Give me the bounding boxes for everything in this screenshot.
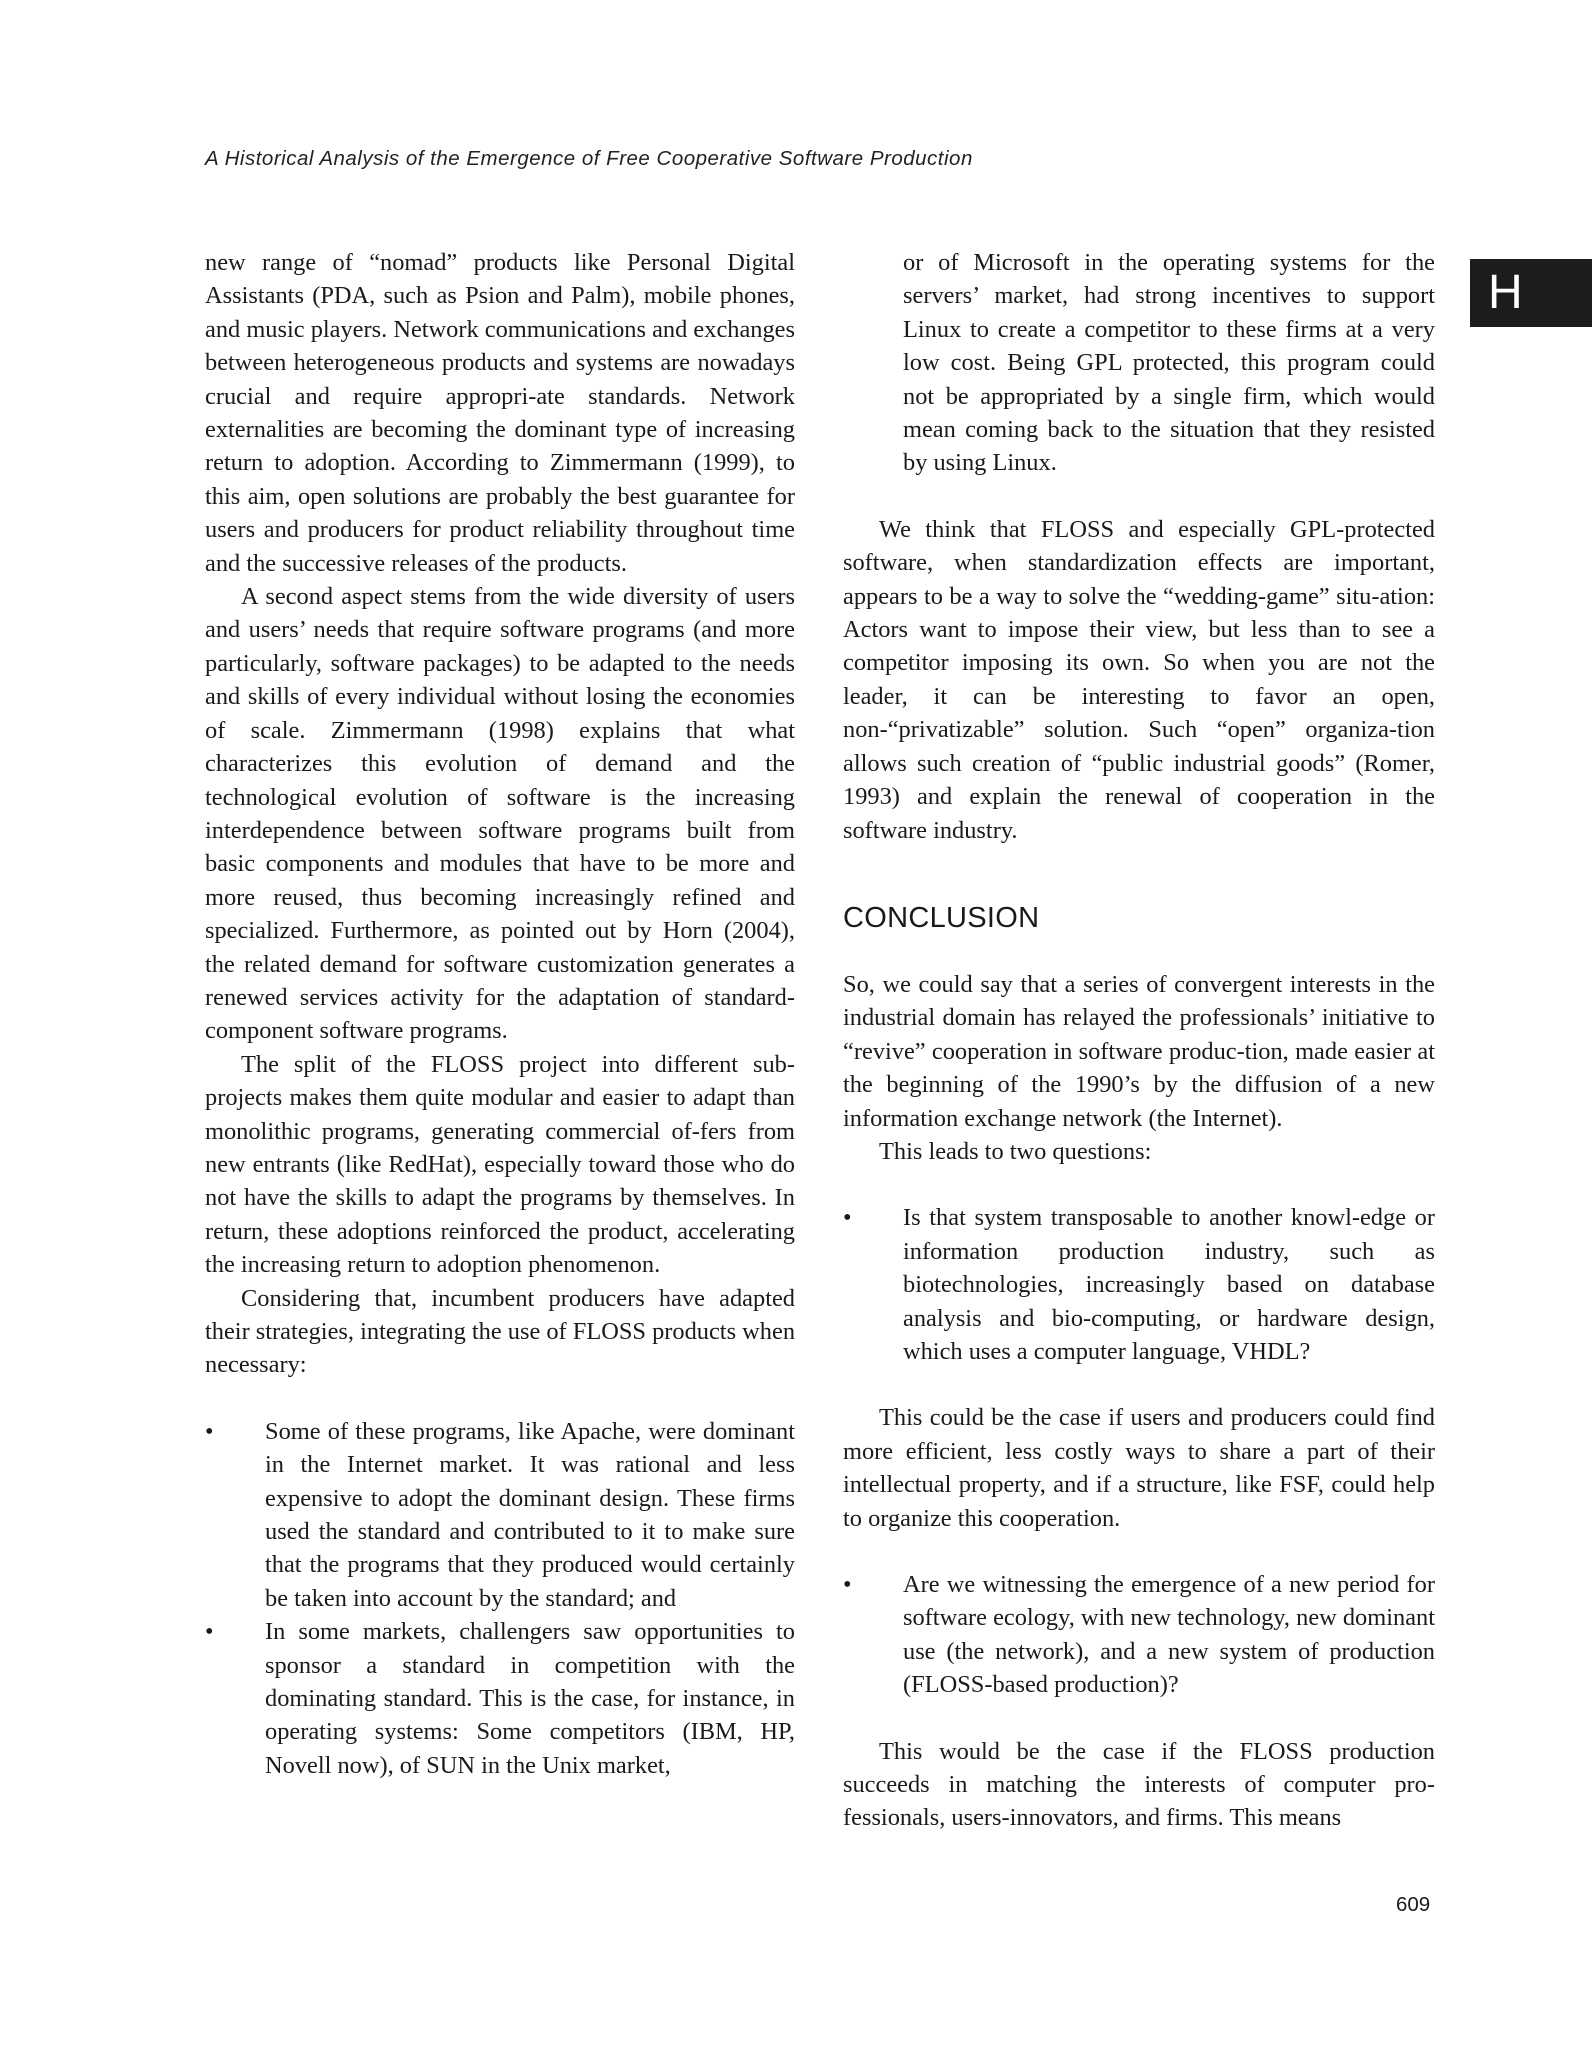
question-list — [843, 1568, 1435, 1702]
section-thumb-tab: H — [1470, 259, 1592, 327]
paragraph: This leads to two questions: — [879, 1137, 1152, 1165]
list-item — [205, 1415, 795, 1615]
right-column — [843, 246, 1435, 1835]
list-item-text: In some markets, challengers saw opportunities to sponsor a standard in competition with the dominating standard. This is the case, for instance, in operating systems: Some competitors (IBM, HP, Novell now), of SUN in the Unix market, — [265, 1618, 795, 1779]
bullet-continuation: or of Microsoft in the operating systems for the servers’ market, had strong incentives to support Linux to create a competitor to these firms at a very low cost. Being GPL protected, this program could not be appropriated by a single firm, which would mean coming back to the situation that they resisted by using Linux. — [903, 249, 1435, 477]
list-item-text: Are we witnessing the emergence of a new period for software ecology, with new technology, new dominant use (the network), and a new system of production (FLOSS-based production)? — [903, 1571, 1435, 1699]
list-item — [843, 1201, 1435, 1368]
paragraph: The split of the FLOSS project into different sub-projects makes them quite modular and easier to adapt than monolithic programs, generating commercial of-fers from new entrants (like RedHat), especially toward those who do not have the skills to adapt the programs by themselves. In return, these adoptions reinforced the product, accelerating the increasing return to adoption phenomenon. — [205, 1050, 795, 1279]
paragraph: new range of “nomad” products like Personal Digital Assistants (PDA, such as Psion and Palm), mobile phones, and music players. Network communications and exchanges between heterogeneous products and systems are nowadays crucial and require appropri-ate standards. Network externalities are becoming the dominant type of increasing return to adoption. According to Zimmermann (1999), to this aim, open solutions are probably the best guarantee for users and producers for product reliability throughout time and the successive releases of the products. — [205, 249, 795, 577]
bullet-icon: • — [843, 1204, 852, 1232]
page-number: 609 — [1396, 1893, 1431, 1916]
bullet-icon: • — [205, 1417, 214, 1445]
paragraph: This would be the case if the FLOSS production succeeds in matching the interests of computer pro-fessionals, users-innovators, and firms. This means — [843, 1737, 1435, 1832]
paragraph: A second aspect stems from the wide diversity of users and users’ needs that require software programs (and more particularly, software packages) to be adapted to the needs and skills of every individual without losing the economies of scale. Zimmermann (1998) explains that what characterizes this evolution of demand and the technological evolution of software is the increasing interdependence between software programs built from basic components and modules that have to be more and more reused, thus becoming increasingly refined and specialized. Furthermore, as pointed out by Horn (2004), the related demand for software customization generates a renewed services activity for the adaptation of standard-component software programs. — [205, 583, 795, 1045]
paragraph: Considering that, incumbent producers have adapted their strategies, integrating the use of FLOSS products when necessary: — [205, 1284, 796, 1379]
list-item — [205, 1615, 795, 1782]
strategy-bullet-list — [205, 1415, 795, 1782]
bullet-icon: • — [843, 1571, 852, 1598]
section-heading: CONCLUSION — [843, 901, 1040, 934]
list-item-text: Is that system transposable to another knowl-edge or information production industry, such as biotechnologies, increasingly based on database analysis and bio-computing, or hardware design, which uses a computer language, VHDL? — [903, 1204, 1435, 1365]
list-item — [843, 1568, 1435, 1702]
left-column — [205, 246, 795, 1782]
running-header: A Historical Analysis of the Emergence of Free Cooperative Software Production — [205, 147, 973, 170]
list-item-text: Some of these programs, like Apache, were dominant in the Internet market. It was rational and less expensive to adopt the dominant design. These firms used the standard and contributed to it to make sure that the programs that they produced would certainly be taken into account by the standard; and — [265, 1417, 795, 1612]
bullet-icon: • — [205, 1618, 214, 1646]
paragraph: We think that FLOSS and especially GPL-protected software, when standardization effects are important, appears to be a way to solve the “wedding-game” situ-ation: Actors want to impose their view, but less than to see a competitor imposing its own. So when you are not the leader, it can be interesting to favor an open, non-“privatizable” solution. Such “open” organiza-tion allows such creation of “public industrial goods” (Romer, 1993) and explain the renewal of cooperation in the software industry. — [843, 515, 1435, 844]
paragraph: This could be the case if users and producers could find more efficient, less costly ways to share a part of their intellectual property, and if a structure, like FSF, could help to organize this cooperation. — [843, 1404, 1435, 1532]
question-list — [843, 1201, 1435, 1368]
paragraph: So, we could say that a series of convergent interests in the industrial domain has relayed the professionals’ initiative to “revive” cooperation in software produc-tion, made easier at the beginning of the 1990’s by the diffusion of a new information exchange network (the Internet). — [843, 970, 1435, 1132]
